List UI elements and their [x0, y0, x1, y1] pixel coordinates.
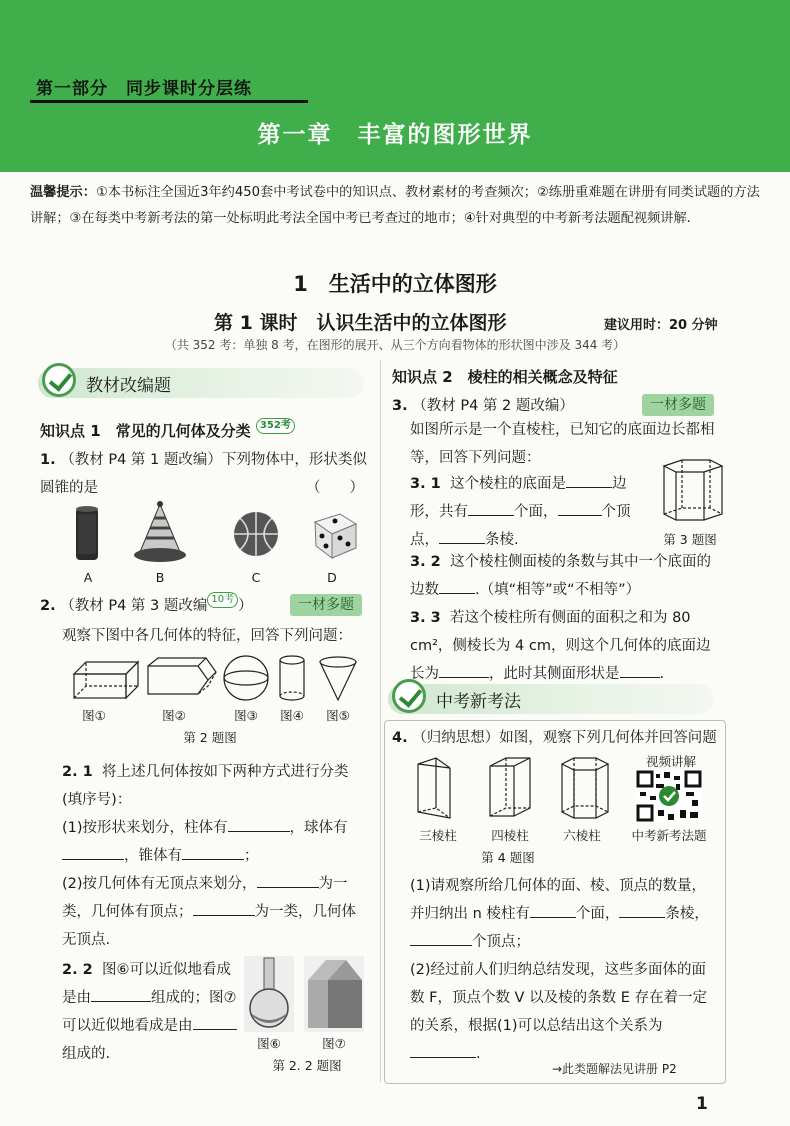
kp1-badge: 352考 — [256, 418, 295, 434]
q3-3-number: 3. 3 — [410, 610, 441, 626]
q1-option-images — [60, 500, 360, 566]
knowledge-point-2: 知识点 2 棱柱的相关概念及特征 — [392, 368, 618, 386]
q3-tag: 一材多题 — [642, 394, 714, 416]
q2-source-close: ） — [238, 598, 253, 614]
q3-intro: 如图所示是一个直棱柱，已知它的底面边长都相等，回答下列问题： — [410, 422, 715, 466]
qr-code-icon[interactable] — [636, 770, 702, 822]
q3-2-text1: 这个棱柱侧面棱的条数与其中一个底面的边数 — [410, 554, 711, 598]
q2-2-number: 2. 2 — [62, 962, 93, 978]
q4-label-quadrangular: 四棱柱 — [491, 828, 529, 843]
q2-1-a-text4: ； — [244, 848, 259, 864]
q3-1-faces-blank[interactable] — [468, 499, 514, 516]
tip-text: ①本书标注全国近3年约450套中考试卷中的知识点、教材素材的考查频次；②练册重难题在讲册有同类试题的方法讲解；③在每类中考新考法的第一处标明此考法全国中考已考查过的地市；④针对典型的中考新考法题配视频讲解. — [30, 185, 760, 226]
page-number: 1 — [696, 1094, 708, 1114]
pentagonal-prism-shape — [148, 658, 216, 694]
fig-1-label: 图① — [82, 708, 106, 723]
fig-5-label: 图⑤ — [326, 708, 350, 723]
q4-2-relation-blank[interactable] — [410, 1041, 476, 1058]
q4-figure-caption: 第 4 题图 — [481, 850, 535, 865]
party-hat-image — [134, 501, 186, 562]
cone-shape — [320, 657, 356, 700]
fig-2-label: 图② — [162, 708, 186, 723]
q2-1-novertex-blank[interactable] — [193, 899, 255, 916]
fig-7-label: 图⑦ — [322, 1036, 346, 1051]
q2-2-text1: 图⑥可以近似地看成是由 — [62, 962, 231, 1006]
q2-2-photos — [244, 956, 370, 1032]
q3-2-text2: .（填“相等”或“不相等”） — [475, 582, 641, 598]
q3-2 — [410, 548, 720, 604]
section-bar-new-exam — [388, 684, 714, 714]
column-divider — [380, 360, 381, 1082]
fig-4-label: 图④ — [280, 708, 304, 723]
q2-2-fig7-blank[interactable] — [193, 1013, 237, 1030]
question-2-header — [40, 592, 253, 620]
q3-1-edges-blank[interactable] — [439, 527, 485, 544]
part-underline — [30, 100, 308, 103]
fig-3-label: 图③ — [234, 708, 258, 723]
q2-tag: 一材多题 — [290, 594, 362, 616]
sphere-shape — [224, 656, 268, 700]
q3-1-text3: 个面， — [514, 504, 558, 520]
q3-1-number: 3. 1 — [410, 476, 441, 492]
check-icon — [392, 679, 426, 713]
q2-1-a-text3: ，锥体有 — [124, 848, 182, 864]
q4-2-text2: . — [476, 1046, 481, 1062]
q4-1-vertices-blank[interactable] — [410, 929, 472, 946]
lesson-title: 第 1 课时 认识生活中的立体图形 — [214, 312, 507, 334]
suggested-time: 建议用时：20 分钟 — [604, 318, 718, 333]
q4-1-edges-blank[interactable] — [619, 901, 665, 918]
cuboid-shape — [74, 662, 138, 698]
q4-part-1 — [410, 872, 718, 956]
q2-1-cone-blank[interactable] — [182, 843, 244, 860]
triangular-prism-shape — [418, 758, 450, 818]
question-1 — [40, 446, 370, 502]
q2-1-a-text1: (1)按形状来划分，柱体有 — [62, 820, 228, 836]
q3-1-text2: 边形，共有 — [410, 476, 627, 520]
q2-solids-figure — [66, 654, 366, 704]
hexagonal-prism-figure — [652, 458, 728, 528]
q3-3-text3: . — [659, 666, 665, 682]
knowledge-point-1 — [40, 420, 295, 442]
q3-1-text4: 个顶点， — [410, 504, 631, 548]
q3-3-text1: 若这个棱柱所有侧面的面积之和为 80 cm²，侧棱长为 4 cm，则这个几何体的底面边长为 — [410, 610, 711, 682]
q2-badge: 10考 — [207, 592, 238, 608]
q2-1-b-text2: 为一类，几何体有顶点； — [62, 876, 348, 920]
q2-1-number: 2. 1 — [62, 764, 93, 780]
q3-1-text5: 条棱. — [485, 532, 519, 548]
kp1-title: 知识点 1 常见的几何体及分类 — [40, 422, 251, 440]
q4-1-text3: 条棱， — [665, 906, 709, 922]
q3-3-text2: ，此时其侧面形状是 — [489, 666, 620, 682]
q3-1-sides-blank[interactable] — [566, 471, 612, 488]
q3-2-number: 3. 2 — [410, 554, 441, 570]
check-icon — [42, 363, 76, 397]
q2-intro: 观察下图中各几何体的特征，回答下列问题： — [62, 628, 352, 644]
q4-prisms-figure — [410, 756, 620, 822]
q4-1-text2: 个面， — [575, 906, 620, 922]
q1-option-b: B — [155, 570, 165, 585]
q2-1-b-text1: (2)按几何体有无顶点来划分， — [62, 876, 257, 892]
q2-2-figure-caption: 第 2. 2 题图 — [272, 1058, 342, 1073]
q2-1-prism-blank[interactable] — [228, 815, 290, 832]
section-title: 1 生活中的立体图形 — [293, 272, 497, 296]
basketball-image — [234, 512, 278, 556]
qr-caption: 中考新考法题 — [631, 828, 707, 843]
q3-number: 3. — [392, 398, 408, 414]
q2-2-text2: 组成的；图⑦可以近似地看成是由 — [62, 990, 237, 1034]
q2-1-vertex-blank[interactable] — [257, 871, 319, 888]
q2-number: 2. — [40, 598, 56, 614]
q4-1-text4: 个顶点； — [472, 934, 530, 950]
hexagonal-prism-shape — [562, 758, 608, 818]
q2-1-b-text3: 为一类，几何体无顶点. — [62, 904, 356, 948]
q1-option-d: D — [327, 570, 337, 585]
part-label: 第一部分 同步课时分层练 — [36, 79, 252, 99]
fig-6-label: 图⑥ — [257, 1036, 281, 1051]
q2-2-text3: 组成的. — [62, 1046, 111, 1062]
q3-1-text1: 这个棱柱的底面是 — [449, 476, 566, 492]
q1-text: （教材 P4 第 1 题改编）下列物体中，形状类似圆锥的是 — [40, 452, 367, 496]
cylinder-shape — [280, 656, 304, 700]
q3-figure-caption: 第 3 题图 — [663, 532, 717, 547]
video-label: 视频讲解 — [645, 754, 696, 769]
q1-option-c: C — [251, 570, 261, 585]
q1-option-a: A — [83, 570, 93, 585]
quadrangular-prism-shape — [490, 758, 530, 816]
flask-image — [244, 956, 294, 1032]
dice-image — [315, 514, 356, 558]
q3-source: （教材 P4 第 2 题改编） — [412, 398, 574, 414]
q4-2-text1: (2)经过前人们归纳总结发现，这些多面体的面数 F，顶点个数 V 以及棱的条数 E 存在着一定的关系，根据(1)可以总结出这个关系为 — [410, 962, 707, 1034]
q3-1-vertices-blank[interactable] — [558, 499, 602, 516]
cylinder-speaker-image — [76, 506, 98, 560]
q2-2-fig6-blank[interactable] — [91, 985, 151, 1002]
q4-label-triangular: 三棱柱 — [419, 828, 457, 843]
q4-label-hexagonal: 六棱柱 — [563, 828, 601, 843]
warm-tip — [30, 180, 765, 232]
q2-1-sphere-blank[interactable] — [62, 843, 124, 860]
q4-text: （归纳思想）如图，观察下列几何体并回答问题 — [412, 730, 717, 746]
tip-label: 温馨提示： — [30, 185, 96, 200]
q3-3-edge-blank[interactable] — [439, 661, 489, 678]
q4-1-faces-blank[interactable] — [530, 901, 576, 918]
q1-answer-paren: （ ） — [306, 480, 364, 496]
q2-1 — [62, 758, 368, 954]
q4-1-text1: (1)请观察所给几何体的面、棱、顶点的数量，并归纳出 n 棱柱有 — [410, 878, 707, 922]
exam-statistic: （共 352 考：单独 8 考，在图形的展开、从三个方向看物体的形状图中涉及 344 考） — [164, 338, 626, 352]
q4-number: 4. — [392, 730, 408, 746]
q2-2 — [62, 956, 238, 1068]
q3-3-shape-blank[interactable] — [620, 661, 660, 678]
chapter-title: 第一章 丰富的图形世界 — [257, 122, 533, 148]
method-reference: →此类题解法见讲册 P2 — [552, 1062, 677, 1076]
house-block-image — [304, 956, 364, 1032]
question-4-header — [392, 724, 717, 752]
q2-figure-caption: 第 2 题图 — [183, 730, 237, 745]
q3-3 — [410, 604, 722, 688]
q1-number: 1. — [40, 452, 56, 468]
section-bar-label: 中考新考法 — [436, 692, 521, 712]
q4-part-2 — [410, 956, 718, 1068]
q2-1-a-text2: ，球体有 — [289, 820, 348, 836]
q3-2-blank[interactable] — [439, 577, 475, 594]
q2-1-text: 将上述几何体按如下两种方式进行分类(填序号)： — [62, 764, 349, 808]
section-bar-label: 教材改编题 — [86, 376, 171, 396]
q3-1 — [410, 470, 646, 554]
q2-source: （教材 P4 第 3 题改编 — [60, 598, 208, 614]
section-bar-textbook — [38, 368, 364, 398]
